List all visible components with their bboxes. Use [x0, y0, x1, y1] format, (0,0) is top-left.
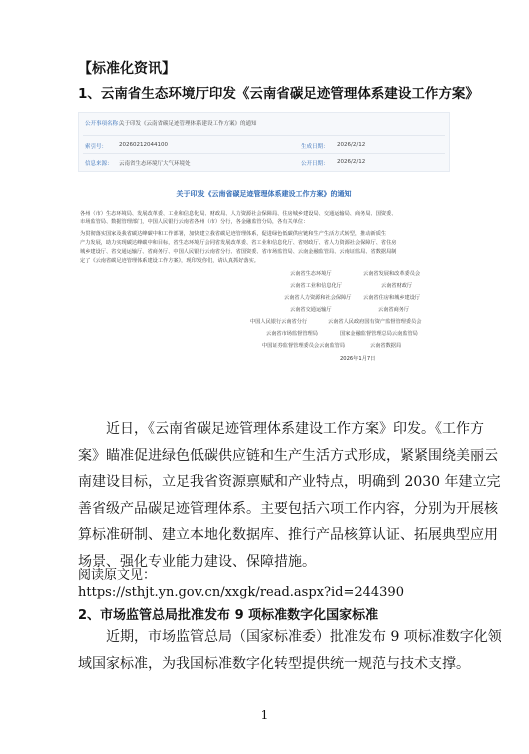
signatory: 中国证券监督管理委员会云南监管局	[262, 343, 346, 349]
embedded-notice-screenshot	[78, 112, 450, 384]
notice-body-line: 各州（市）生态环境局、发展改革委、工业和信息化局、财政局、人力资源社会保障局、住房城乡建设局、交通运输局、商务局、国资委、	[80, 211, 397, 217]
section-tag: 【标准化资讯】	[78, 61, 176, 77]
read-original-label: 阅读原文见：	[78, 568, 157, 583]
signatory: 云南省市场监督管理局	[266, 331, 318, 337]
signatory: 云南省交通运输厅	[290, 307, 332, 313]
source-url-link[interactable]: https://sthjt.yn.gov.cn/xxgk/read.aspx?id=244390	[78, 585, 404, 600]
signatory: 云南省财政厅	[381, 283, 413, 289]
meta-label-source: 信息来源：	[85, 161, 113, 167]
page-number: 1	[260, 708, 269, 722]
signatory: 云南省工业和信息化厅	[290, 283, 342, 289]
paragraph-line: 域国家标准，为我国标准数字化转型提供统一规范与技术支撑。	[78, 655, 470, 672]
news-heading-1: 1、云南省生态环境厅印发《云南省碳足迹管理体系建设工作方案》	[78, 86, 479, 102]
meta-label-title: 公开事项名称：	[85, 121, 124, 127]
notice-body-line: 定了《云南省碳足迹管理体系建设工作方案》，现印发你们，请认真抓好落实。	[80, 258, 259, 264]
paragraph-line: 南建设目标，立足我省资源禀赋和产业特点，明确到 2030 年建立完	[78, 474, 501, 490]
news-heading-2: 2、市场监管总局批准发布 9 项标准数字化国家标准	[78, 608, 379, 623]
meta-value-generated-date: 2026/2/12	[337, 142, 366, 148]
signatory: 云南省人力资源和社会保障厅	[284, 295, 352, 301]
meta-value-title: 关于印发《云南省碳足迹管理体系建设工作方案》的通知	[119, 121, 257, 127]
meta-value-source: 云南省生态环境厅大气环境处	[119, 161, 191, 167]
meta-label-generated-date: 生成日期：	[301, 144, 329, 150]
notice-date: 2026年1月7日	[340, 356, 376, 362]
notice-body-line: 为贯彻落实国家及我省碳达峰碳中和工作部署，加快建立我省碳足迹管理体系，促进绿色低碳供应链和生产生活方式转型，推动新质生	[80, 231, 387, 237]
meta-value-published-date: 2026/2/12	[337, 159, 366, 165]
paragraph-line: 善省级产品碳足迹管理体系。主要包括六项工作内容，分别为开展核	[78, 500, 498, 517]
signatory: 云南省商务厅	[378, 307, 410, 313]
notice-title: 关于印发《云南省碳足迹管理体系建设工作方案》的通知	[176, 190, 352, 198]
signatory: 中国人民银行云南省分行	[250, 319, 308, 325]
news-paragraph-1	[78, 416, 501, 575]
signatory: 国家金融监督管理总局云南监管局	[340, 331, 418, 337]
meta-divider	[83, 135, 445, 136]
meta-divider	[83, 153, 445, 154]
meta-label-index: 索引号：	[85, 144, 108, 150]
signatory: 云南省住房和城乡建设厅	[363, 295, 421, 301]
paragraph-line: 算标准研制、建立本地化数据库、推行产品核算认证、拓展典型应用	[78, 527, 498, 543]
notice-body-line: 市场监管局、数据管理部门，中国人民银行云南省各州（市）分行，各金融监管分局，各有关单位：	[80, 219, 309, 225]
paragraph-line: 场景、强化专业能力建设、保障措施。	[78, 553, 316, 570]
signatory: 云南省发展和改革委员会	[363, 271, 421, 277]
meta-label-published-date: 公开日期：	[301, 161, 329, 167]
notice-body-line: 城乡建设厅、省交通运输厅、省商务厅、中国人民银行云南省分行、省国资委、省市场监管局、云南金融监管局、云南证监局、省数据局制	[80, 249, 397, 255]
paragraph-line: 近日，《云南省碳足迹管理体系建设工作方案》印发。《工作方	[106, 421, 484, 437]
signatory: 云南省生态环境厅	[290, 271, 332, 277]
paragraph-line: 近期，市场监管总局（国家标准委）批准发布 9 项标准数字化领	[106, 629, 502, 645]
paragraph-line: 案》瞄准促进绿色低碳供应链和生产生活方式形成，紧紧围绕美丽云	[78, 447, 498, 464]
news-paragraph-2	[78, 624, 502, 677]
meta-value-index: 20260212044100	[119, 142, 168, 148]
signatory: 云南省数据局	[370, 343, 402, 349]
notice-meta-table	[78, 112, 450, 172]
notice-body-line: 产力发展，助力实现碳达峰碳中和目标，省生态环境厅会同省发展改革委、省工业和信息化厅、省财政厅、省人力资源社会保障厅、省住房	[80, 240, 397, 246]
signatory: 云南省人民政府国有资产监督管理委员会	[328, 319, 422, 325]
